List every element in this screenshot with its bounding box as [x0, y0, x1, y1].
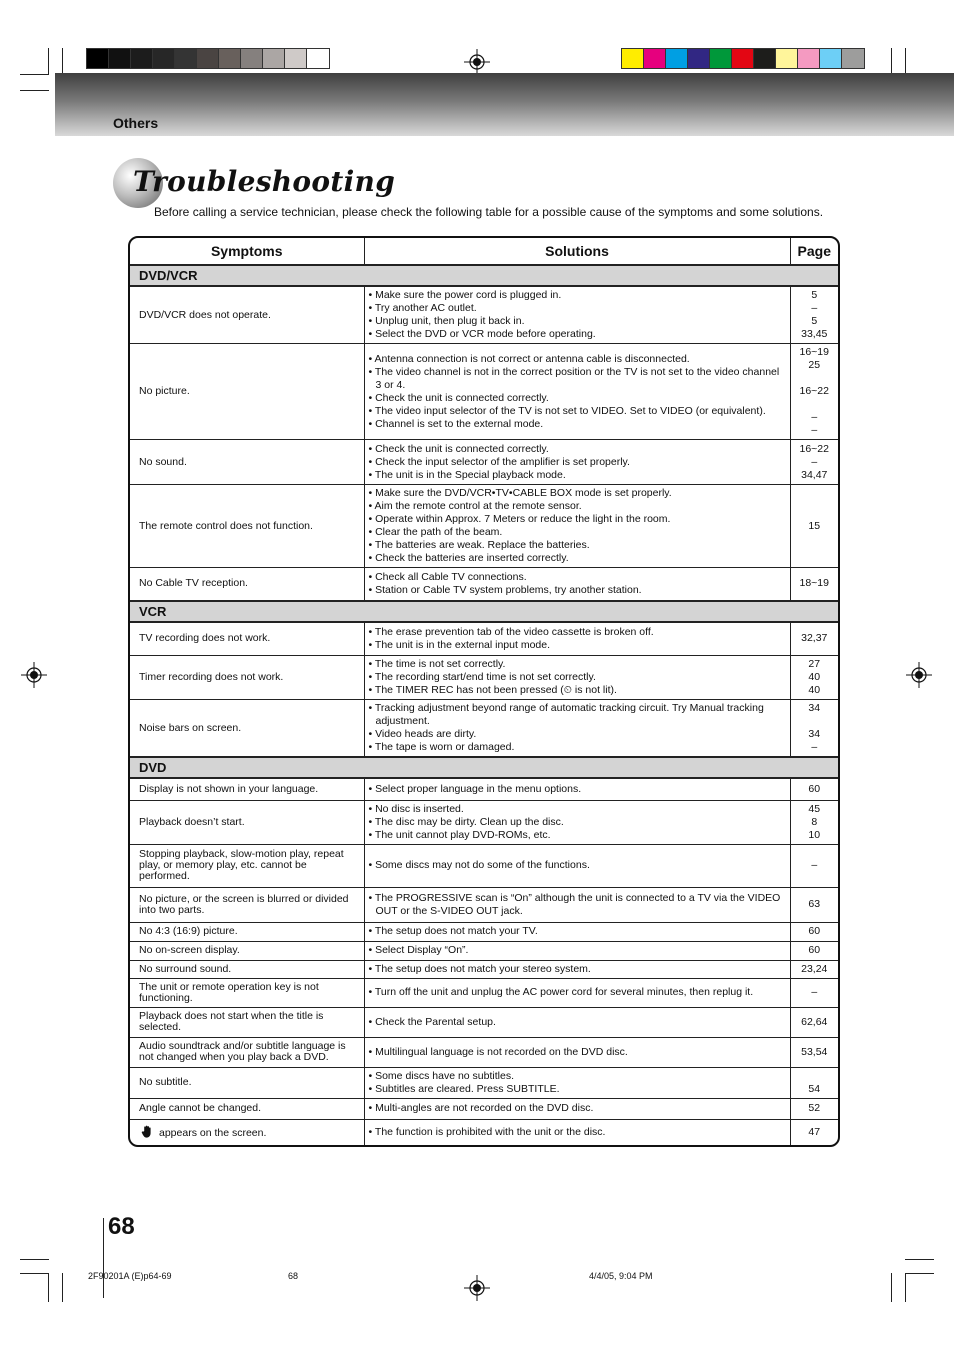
color-calibration-bar: [621, 48, 865, 69]
solution-item: • Some discs have no subtitles.: [368, 1069, 514, 1082]
page-cell: [790, 1098, 838, 1119]
solution-item: • The setup does not match your stereo system.: [368, 962, 591, 975]
solution-item: • Clear the path of the beam.: [368, 526, 503, 538]
crop-mark: [905, 1273, 934, 1274]
page-cell: [790, 344, 838, 440]
solution-cell: [364, 800, 790, 844]
crop-mark: [20, 1259, 49, 1260]
grayscale-calibration-bar: [86, 48, 330, 69]
symptom-text: No surround sound.: [139, 962, 232, 975]
color-swatch: [87, 49, 109, 68]
page-ref: 18~19: [799, 577, 829, 590]
page-ref: 5: [811, 315, 818, 327]
page-ref: 15: [808, 519, 821, 532]
color-swatch: [666, 49, 688, 68]
symptom-text: No sound.: [139, 455, 187, 468]
solution-cell: [364, 622, 790, 656]
page-ref: 25: [808, 359, 821, 371]
page-ref: 33,45: [801, 328, 828, 340]
solution-item: • Select proper language in the menu options.: [368, 782, 582, 795]
page-ref: 45: [808, 802, 821, 815]
symptom-cell: [130, 887, 364, 922]
solution-item: • The batteries are weak. Replace the batteries.: [368, 539, 590, 551]
solution-item: • Check the input selector of the amplifier is set properly.: [368, 455, 630, 468]
solution-item: • The unit cannot play DVD-ROMs, etc.: [368, 828, 551, 841]
symptom-cell: [130, 941, 364, 960]
page-ref: 54: [808, 1082, 821, 1095]
color-swatch: [776, 49, 798, 68]
page-cell: [790, 844, 838, 887]
page-ref: 62,64: [801, 1015, 828, 1028]
color-swatch: [622, 49, 644, 68]
solution-cell: [364, 1067, 790, 1098]
category-label: DVD/VCR: [130, 265, 838, 286]
page-cell: [790, 440, 838, 485]
registration-mark-icon: [464, 1275, 490, 1301]
solution-item: • Subtitles are cleared. Press SUBTITLE.: [368, 1082, 560, 1095]
page-ref: –: [811, 986, 818, 998]
symptom-text: Display is not shown in your language.: [139, 782, 319, 795]
solution-item: • Station or Cable TV system problems, try another station.: [368, 583, 642, 596]
solution-cell: [364, 344, 790, 440]
footer-page: 68: [288, 1271, 299, 1281]
color-swatch: [109, 49, 131, 68]
table-row: [130, 1007, 838, 1037]
solution-cell: [364, 656, 790, 700]
page-cell: [790, 800, 838, 844]
page-ref: 27: [808, 658, 821, 670]
symptom-text: Audio soundtrack and/or subtitle language is not changed when you play back a DVD.: [139, 1040, 346, 1063]
page-ref: 5: [811, 289, 818, 301]
solution-item: • Check all Cable TV connections.: [368, 570, 527, 583]
page-ref: 47: [808, 1125, 821, 1138]
page-ref: 34,47: [801, 468, 828, 481]
symptom-text: Playback does not start when the title is selected.: [139, 1010, 324, 1033]
solution-item: • The tape is worn or damaged.: [368, 741, 515, 753]
solutions-header: Solutions: [364, 238, 790, 265]
color-swatch: [644, 49, 666, 68]
table-row: [130, 622, 838, 656]
page-cell: [790, 485, 838, 568]
symptom-text: Stopping playback, slow-motion play, repeat play, or memory play, etc. cannot be performed.: [139, 848, 344, 882]
solution-item: • Select Display “On”.: [368, 944, 469, 956]
page-ref: 53,54: [801, 1045, 828, 1058]
symptom-cell: [130, 1007, 364, 1037]
footer-file-code: 2F90201A (E)p64-69: [88, 1271, 172, 1281]
category-label: VCR: [130, 601, 838, 622]
symptom-cell: [130, 485, 364, 568]
solution-item: • The unit is in the Special playback mode.: [368, 468, 566, 481]
table-row: [130, 800, 838, 844]
solution-item: • The recording start/end time is not set correctly.: [368, 671, 596, 683]
crop-mark: [905, 48, 906, 75]
page-ref: 60: [808, 944, 821, 956]
solution-item: • Multilingual language is not recorded on the DVD disc.: [368, 1045, 628, 1058]
solution-item: • Antenna connection is not correct or antenna cable is disconnected.: [368, 352, 690, 365]
symptom-text: Timer recording does not work.: [139, 671, 284, 683]
symptom-text: No subtitle.: [139, 1076, 192, 1088]
crop-mark: [62, 48, 63, 75]
symptom-cell: [130, 1119, 364, 1145]
solution-cell: [364, 700, 790, 758]
crop-mark: [891, 48, 892, 75]
section-label: Others: [113, 115, 159, 131]
table-row: [130, 887, 838, 922]
symptom-cell: [130, 960, 364, 978]
registration-mark-icon: [464, 49, 490, 75]
table-row: [130, 960, 838, 978]
table-row: [130, 978, 838, 1007]
symptom-text: Playback doesn’t start.: [139, 815, 245, 828]
page-ref: 23,24: [801, 962, 828, 975]
color-swatch: [710, 49, 732, 68]
color-swatch: [732, 49, 754, 68]
intro-text: Before calling a service technician, please check the following table for a possible cause of the symptoms and some solutions.: [154, 205, 824, 219]
solution-item: • Make sure the power cord is plugged in.: [368, 289, 562, 301]
solution-item: • The unit is in the external input mode.: [368, 638, 551, 651]
symptom-text: appears on the screen.: [159, 1127, 267, 1140]
page-title: Troubleshooting: [133, 165, 396, 198]
page-cell: [790, 978, 838, 1007]
page-cell: [790, 1037, 838, 1067]
crop-mark: [20, 74, 49, 75]
table-row: [130, 1098, 838, 1119]
footer-timestamp: 4/4/05, 9:04 PM: [589, 1271, 653, 1281]
page-ref: 34: [808, 728, 821, 740]
solution-cell: [364, 286, 790, 344]
page-cell: [790, 941, 838, 960]
solution-item: • Select the DVD or VCR mode before operating.: [368, 328, 596, 340]
symptom-cell: [130, 844, 364, 887]
table-row: [130, 485, 838, 568]
page-cell: [790, 622, 838, 656]
symptom-cell: [130, 800, 364, 844]
page-ref: [791, 398, 839, 411]
page-ref: –: [811, 424, 818, 436]
page-ref: 63: [808, 898, 821, 910]
page-ref: 16~22: [799, 385, 829, 397]
table-header-row: [130, 238, 838, 265]
color-swatch: [688, 49, 710, 68]
page-ref: 34: [808, 702, 821, 714]
solution-item: • Operate within Approx. 7 Meters or reduce the light in the room.: [368, 513, 671, 525]
solution-item: • The erase prevention tab of the video cassette is broken off.: [368, 625, 654, 638]
solution-cell: [364, 960, 790, 978]
solution-item: • The function is prohibited with the unit or the disc.: [368, 1125, 606, 1138]
table-row: [130, 1067, 838, 1098]
page-cell: [790, 1119, 838, 1145]
symptom-text: Noise bars on screen.: [139, 721, 242, 734]
symptom-cell: [130, 922, 364, 941]
page-ref: [791, 1070, 839, 1083]
page-cell: [790, 700, 838, 758]
category-row: [130, 265, 838, 286]
symptom-cell: [130, 1098, 364, 1119]
color-swatch: [842, 49, 864, 68]
category-label: DVD: [130, 757, 838, 778]
symptom-cell: [130, 978, 364, 1007]
solution-item: • The PROGRESSIVE scan is “On” although the unit is connected to a TV via the VIDEO OUT or the S-VIDEO OUT jack.: [368, 891, 781, 917]
page-number: 68: [108, 1213, 135, 1240]
symptom-text: The unit or remote operation key is not functioning.: [139, 980, 319, 1004]
symptom-cell: [130, 440, 364, 485]
solution-item: • The video channel is not in the correct position or the TV is not set to the video channel 3 or 4.: [368, 365, 780, 391]
table-row: [130, 1037, 838, 1067]
color-swatch: [263, 49, 285, 68]
symptom-cell: [130, 1037, 364, 1067]
page-ref: 60: [808, 782, 821, 795]
color-swatch: [307, 49, 329, 68]
solution-item: • Tracking adjustment beyond range of automatic tracking circuit. Try Manual tracking adjustment.: [368, 702, 764, 727]
page-ref: 52: [808, 1102, 821, 1114]
crop-mark: [891, 1273, 892, 1302]
header-band: [55, 73, 954, 136]
symptom-text: No on-screen display.: [139, 944, 240, 956]
symptom-text: No picture.: [139, 385, 190, 397]
solution-cell: [364, 1037, 790, 1067]
crop-mark: [48, 48, 49, 75]
page-ref: 32,37: [801, 632, 828, 645]
category-row: [130, 601, 838, 622]
color-swatch: [820, 49, 842, 68]
solution-cell: [364, 485, 790, 568]
page-cell: [790, 286, 838, 344]
solution-cell: [364, 844, 790, 887]
symptom-text: Angle cannot be changed.: [139, 1102, 262, 1114]
solution-item: • The disc may be dirty. Clean up the disc.: [368, 815, 564, 828]
solution-item: • Make sure the DVD/VCR•TV•CABLE BOX mode is set properly.: [368, 487, 672, 499]
page-ref: 40: [808, 684, 821, 696]
table-row: [130, 922, 838, 941]
table-row: [130, 1119, 838, 1145]
page-ref: –: [811, 859, 818, 871]
solution-cell: [364, 978, 790, 1007]
table-row: [130, 286, 838, 344]
solution-item: • No disc is inserted.: [368, 802, 464, 815]
symptom-text: TV recording does not work.: [139, 632, 271, 645]
registration-mark-icon: [21, 662, 47, 688]
solution-item: • The setup does not match your TV.: [368, 925, 538, 937]
page-ref: [791, 715, 839, 728]
solution-cell: [364, 887, 790, 922]
table-row: [130, 656, 838, 700]
solution-item: • Multi-angles are not recorded on the DVD disc.: [368, 1102, 594, 1114]
crop-mark: [905, 1273, 906, 1302]
solution-item: • Channel is set to the external mode.: [368, 417, 544, 430]
crop-mark: [20, 90, 49, 91]
page-cell: [790, 656, 838, 700]
page-ref: 60: [808, 925, 821, 937]
table-row: [130, 568, 838, 601]
solution-cell: [364, 1007, 790, 1037]
color-swatch: [241, 49, 263, 68]
color-swatch: [798, 49, 820, 68]
registration-mark-icon: [906, 662, 932, 688]
solution-item: • The TIMER REC has not been pressed (⏲ is not lit).: [368, 684, 617, 696]
color-swatch: [131, 49, 153, 68]
page-ref: –: [811, 455, 818, 468]
color-swatch: [175, 49, 197, 68]
solution-item: • Check the Parental setup.: [368, 1015, 496, 1028]
page-cell: [790, 1007, 838, 1037]
solution-cell: [364, 922, 790, 941]
symptom-cell: [130, 656, 364, 700]
solution-item: • Check the unit is connected correctly.: [368, 391, 549, 404]
page-cell: [790, 960, 838, 978]
symptom-cell: [130, 622, 364, 656]
color-swatch: [197, 49, 219, 68]
solution-item: • Turn off the unit and unplug the AC power cord for several minutes, then replug it.: [368, 986, 754, 998]
page-cell: [790, 922, 838, 941]
crop-mark: [62, 1273, 63, 1302]
page-cell: [790, 887, 838, 922]
page-header: Page: [790, 238, 838, 265]
solution-cell: [364, 568, 790, 601]
solution-item: • Check the unit is connected correctly.: [368, 442, 549, 455]
page-ref: 16~22: [799, 442, 829, 455]
page-ref: –: [811, 411, 818, 423]
symptom-text: No 4:3 (16:9) picture.: [139, 925, 238, 937]
solution-item: • The video input selector of the TV is not set to VIDEO. Set to VIDEO (or equivalent).: [368, 404, 766, 417]
category-row: [130, 757, 838, 778]
solution-item: • Some discs may not do some of the functions.: [368, 859, 590, 871]
color-swatch: [219, 49, 241, 68]
page-ref: 16~19: [799, 346, 829, 358]
page-cell: [790, 778, 838, 800]
table-row: [130, 440, 838, 485]
table-row: [130, 778, 838, 800]
symptom-text: The remote control does not function.: [139, 519, 313, 532]
solution-cell: [364, 941, 790, 960]
page-ref: 8: [811, 815, 818, 828]
table-row: [130, 344, 838, 440]
symptom-cell: [130, 286, 364, 344]
hand-icon: [141, 1125, 153, 1138]
solution-item: • Unplug unit, then plug it back in.: [368, 315, 525, 327]
symptom-text: No picture, or the screen is blurred or divided into two parts.: [139, 892, 349, 916]
solution-cell: [364, 1098, 790, 1119]
page-cell: [790, 1067, 838, 1098]
symptom-text: DVD/VCR does not operate.: [139, 308, 271, 321]
crop-mark: [905, 1259, 934, 1260]
symptom-cell: [130, 700, 364, 758]
page-ref: –: [811, 741, 818, 753]
solution-item: • Try another AC outlet.: [368, 302, 477, 314]
solution-cell: [364, 1119, 790, 1145]
page-ref: –: [811, 302, 818, 314]
page-ref: 10: [808, 828, 821, 841]
crop-mark: [48, 1273, 49, 1302]
page-number-rule: [103, 1218, 104, 1298]
page-ref: 40: [808, 671, 821, 683]
table-row: [130, 844, 838, 887]
symptom-text: No Cable TV reception.: [139, 577, 248, 590]
symptom-cell: [130, 568, 364, 601]
color-swatch: [754, 49, 776, 68]
page-cell: [790, 568, 838, 601]
troubleshooting-table: [128, 236, 840, 1147]
solution-cell: [364, 440, 790, 485]
symptom-cell: [130, 1067, 364, 1098]
solution-item: • Check the batteries are inserted correctly.: [368, 552, 569, 564]
symptom-cell: [130, 778, 364, 800]
solution-cell: [364, 778, 790, 800]
crop-mark: [20, 1273, 49, 1274]
color-swatch: [285, 49, 307, 68]
table-row: [130, 700, 838, 758]
color-swatch: [153, 49, 175, 68]
page-ref: [791, 372, 839, 385]
table-row: [130, 941, 838, 960]
symptom-cell: [130, 344, 364, 440]
solution-item: • Aim the remote control at the remote sensor.: [368, 500, 582, 512]
symptoms-header: Symptoms: [130, 238, 364, 265]
solution-item: • Video heads are dirty.: [368, 728, 477, 740]
solution-item: • The time is not set correctly.: [368, 658, 506, 670]
